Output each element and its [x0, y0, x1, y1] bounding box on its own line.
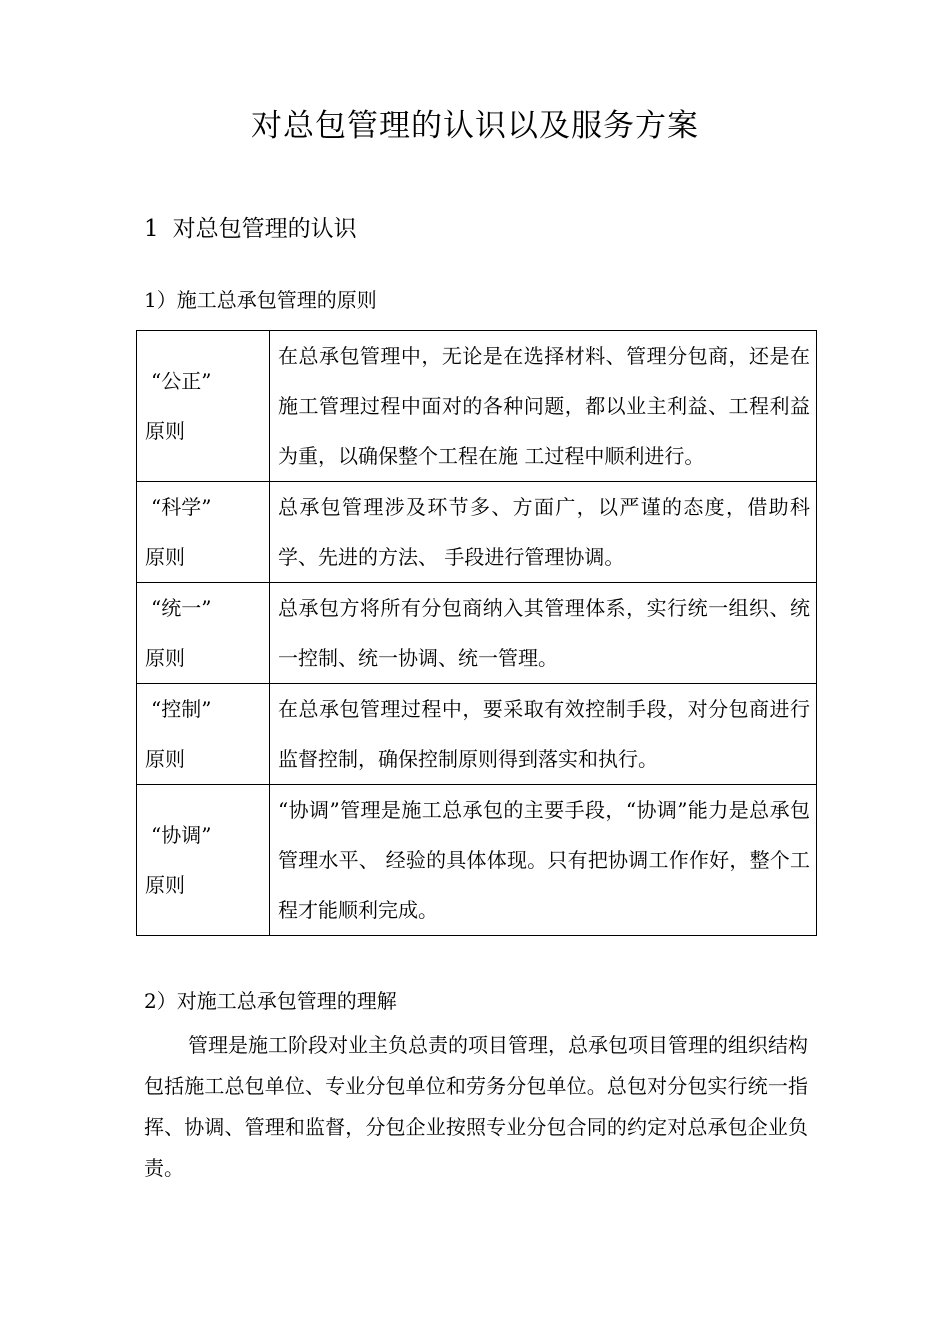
principle-suffix: 原则	[145, 873, 185, 897]
table-row	[137, 482, 817, 583]
principle-name: “统一”	[151, 596, 212, 620]
subsection-2-heading: 2）对施工总承包管理的理解	[144, 989, 397, 1013]
principle-name-cell	[137, 331, 270, 482]
principle-suffix: 原则	[145, 747, 185, 771]
principle-name-cell	[137, 684, 270, 785]
principle-name-cell	[137, 482, 270, 583]
principle-suffix: 原则	[145, 419, 185, 443]
table-row	[137, 331, 817, 482]
principle-name-cell	[137, 785, 270, 936]
principles-table	[136, 330, 817, 936]
principle-suffix: 原则	[145, 646, 185, 670]
section-1-title: 对总包管理的认识	[172, 216, 357, 242]
table-row	[137, 785, 817, 936]
principle-name: “公正”	[151, 369, 212, 393]
subsection-1-heading: 1）施工总承包管理的原则	[144, 288, 377, 312]
principle-name: “控制”	[151, 697, 212, 721]
table-row	[137, 583, 817, 684]
principle-description: 总承包管理涉及环节多、方面广，以严谨的态度，借助科学、先进的方法、 手段进行管理协调。	[270, 482, 817, 583]
principle-name: “协调”	[151, 823, 212, 847]
section-1-number: 1	[144, 216, 159, 242]
subsection-2-paragraph: 管理是施工阶段对业主负总责的项目管理，总承包项目管理的组织结构包括施工总包单位、专业分包单位和劳务分包单位。总包对分包实行统一指挥、协调、管理和监督，分包企业按照专业分包合同的约定对总承包企业负责。	[144, 1033, 808, 1180]
principle-description: 总承包方将所有分包商纳入其管理体系，实行统一组织、统一控制、统一协调、统一管理。	[270, 583, 817, 684]
principle-name: “科学”	[151, 495, 212, 519]
table-row	[137, 684, 817, 785]
principle-description: 在总承包管理中，无论是在选择材料、管理分包商，还是在施工管理过程中面对的各种问题，都以业主利益、工程利益为重，以确保整个工程在施 工过程中顺利进行。	[270, 331, 817, 482]
principle-description: 在总承包管理过程中，要采取有效控制手段，对分包商进行监督控制，确保控制原则得到落实和执行。	[270, 684, 817, 785]
principle-suffix: 原则	[145, 545, 185, 569]
section-1-heading	[144, 211, 357, 247]
principle-description: “协调”管理是施工总承包的主要手段，“协调”能力是总承包管理水平、 经验的具体体现。只有把协调工作作好，整个工程才能顺利完成。	[270, 785, 817, 936]
principle-name-cell	[137, 583, 270, 684]
document-title: 对总包管理的认识以及服务方案	[251, 108, 699, 144]
